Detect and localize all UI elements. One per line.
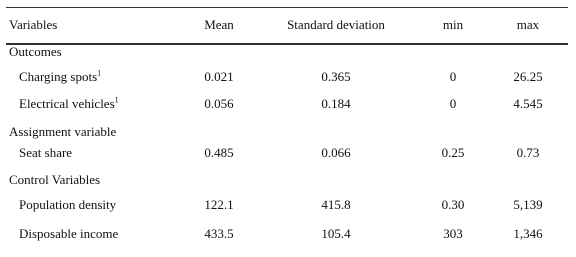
cell-sd: 415.8 [321,197,351,212]
cell-sd: 105.4 [321,226,351,241]
cell-mean: 0.485 [204,145,234,160]
cell-max: 1,346 [513,226,543,241]
row-label: Charging spots$^1$ [19,68,102,84]
header-min: min [442,17,464,32]
section-title-assignment: Assignment variable [9,124,117,139]
header-standard-deviation: Standard deviation [287,17,385,32]
header-variables: Variables [9,17,58,32]
header-rule [6,43,568,45]
cell-max: 4.545 [513,96,543,111]
cell-mean: 433.5 [204,226,234,241]
row-label: Disposable income [19,226,119,241]
footnote-marker: 1 [114,95,119,105]
row-label: Electrical vehicles$^1$ [19,95,119,111]
cell-min: 0 [449,96,457,111]
cell-max: 5,139 [513,197,543,212]
cell-max: 26.25 [513,69,543,84]
cell-min: 0.30 [441,197,465,212]
footnote-marker: 1 [97,68,102,78]
cell-sd: 0.365 [321,69,351,84]
section-title-outcomes: Outcomes [9,44,62,59]
cell-max: 0.73 [516,145,540,160]
top-rule [6,7,568,8]
header-max: max [516,17,540,32]
cell-mean: 0.021 [204,69,234,84]
row-label: Seat share [19,145,73,160]
section-title-control: Control Variables [9,172,101,187]
cell-min: 0 [449,69,457,84]
cell-min: 0.25 [441,145,465,160]
row-label: Population density [19,197,117,212]
cell-min: 303 [443,226,463,241]
cell-sd: 0.184 [321,96,351,111]
cell-sd: 0.066 [321,145,351,160]
cell-mean: 0.056 [204,96,234,111]
cell-mean: 122.1 [204,197,234,212]
header-mean: Mean [204,17,234,32]
